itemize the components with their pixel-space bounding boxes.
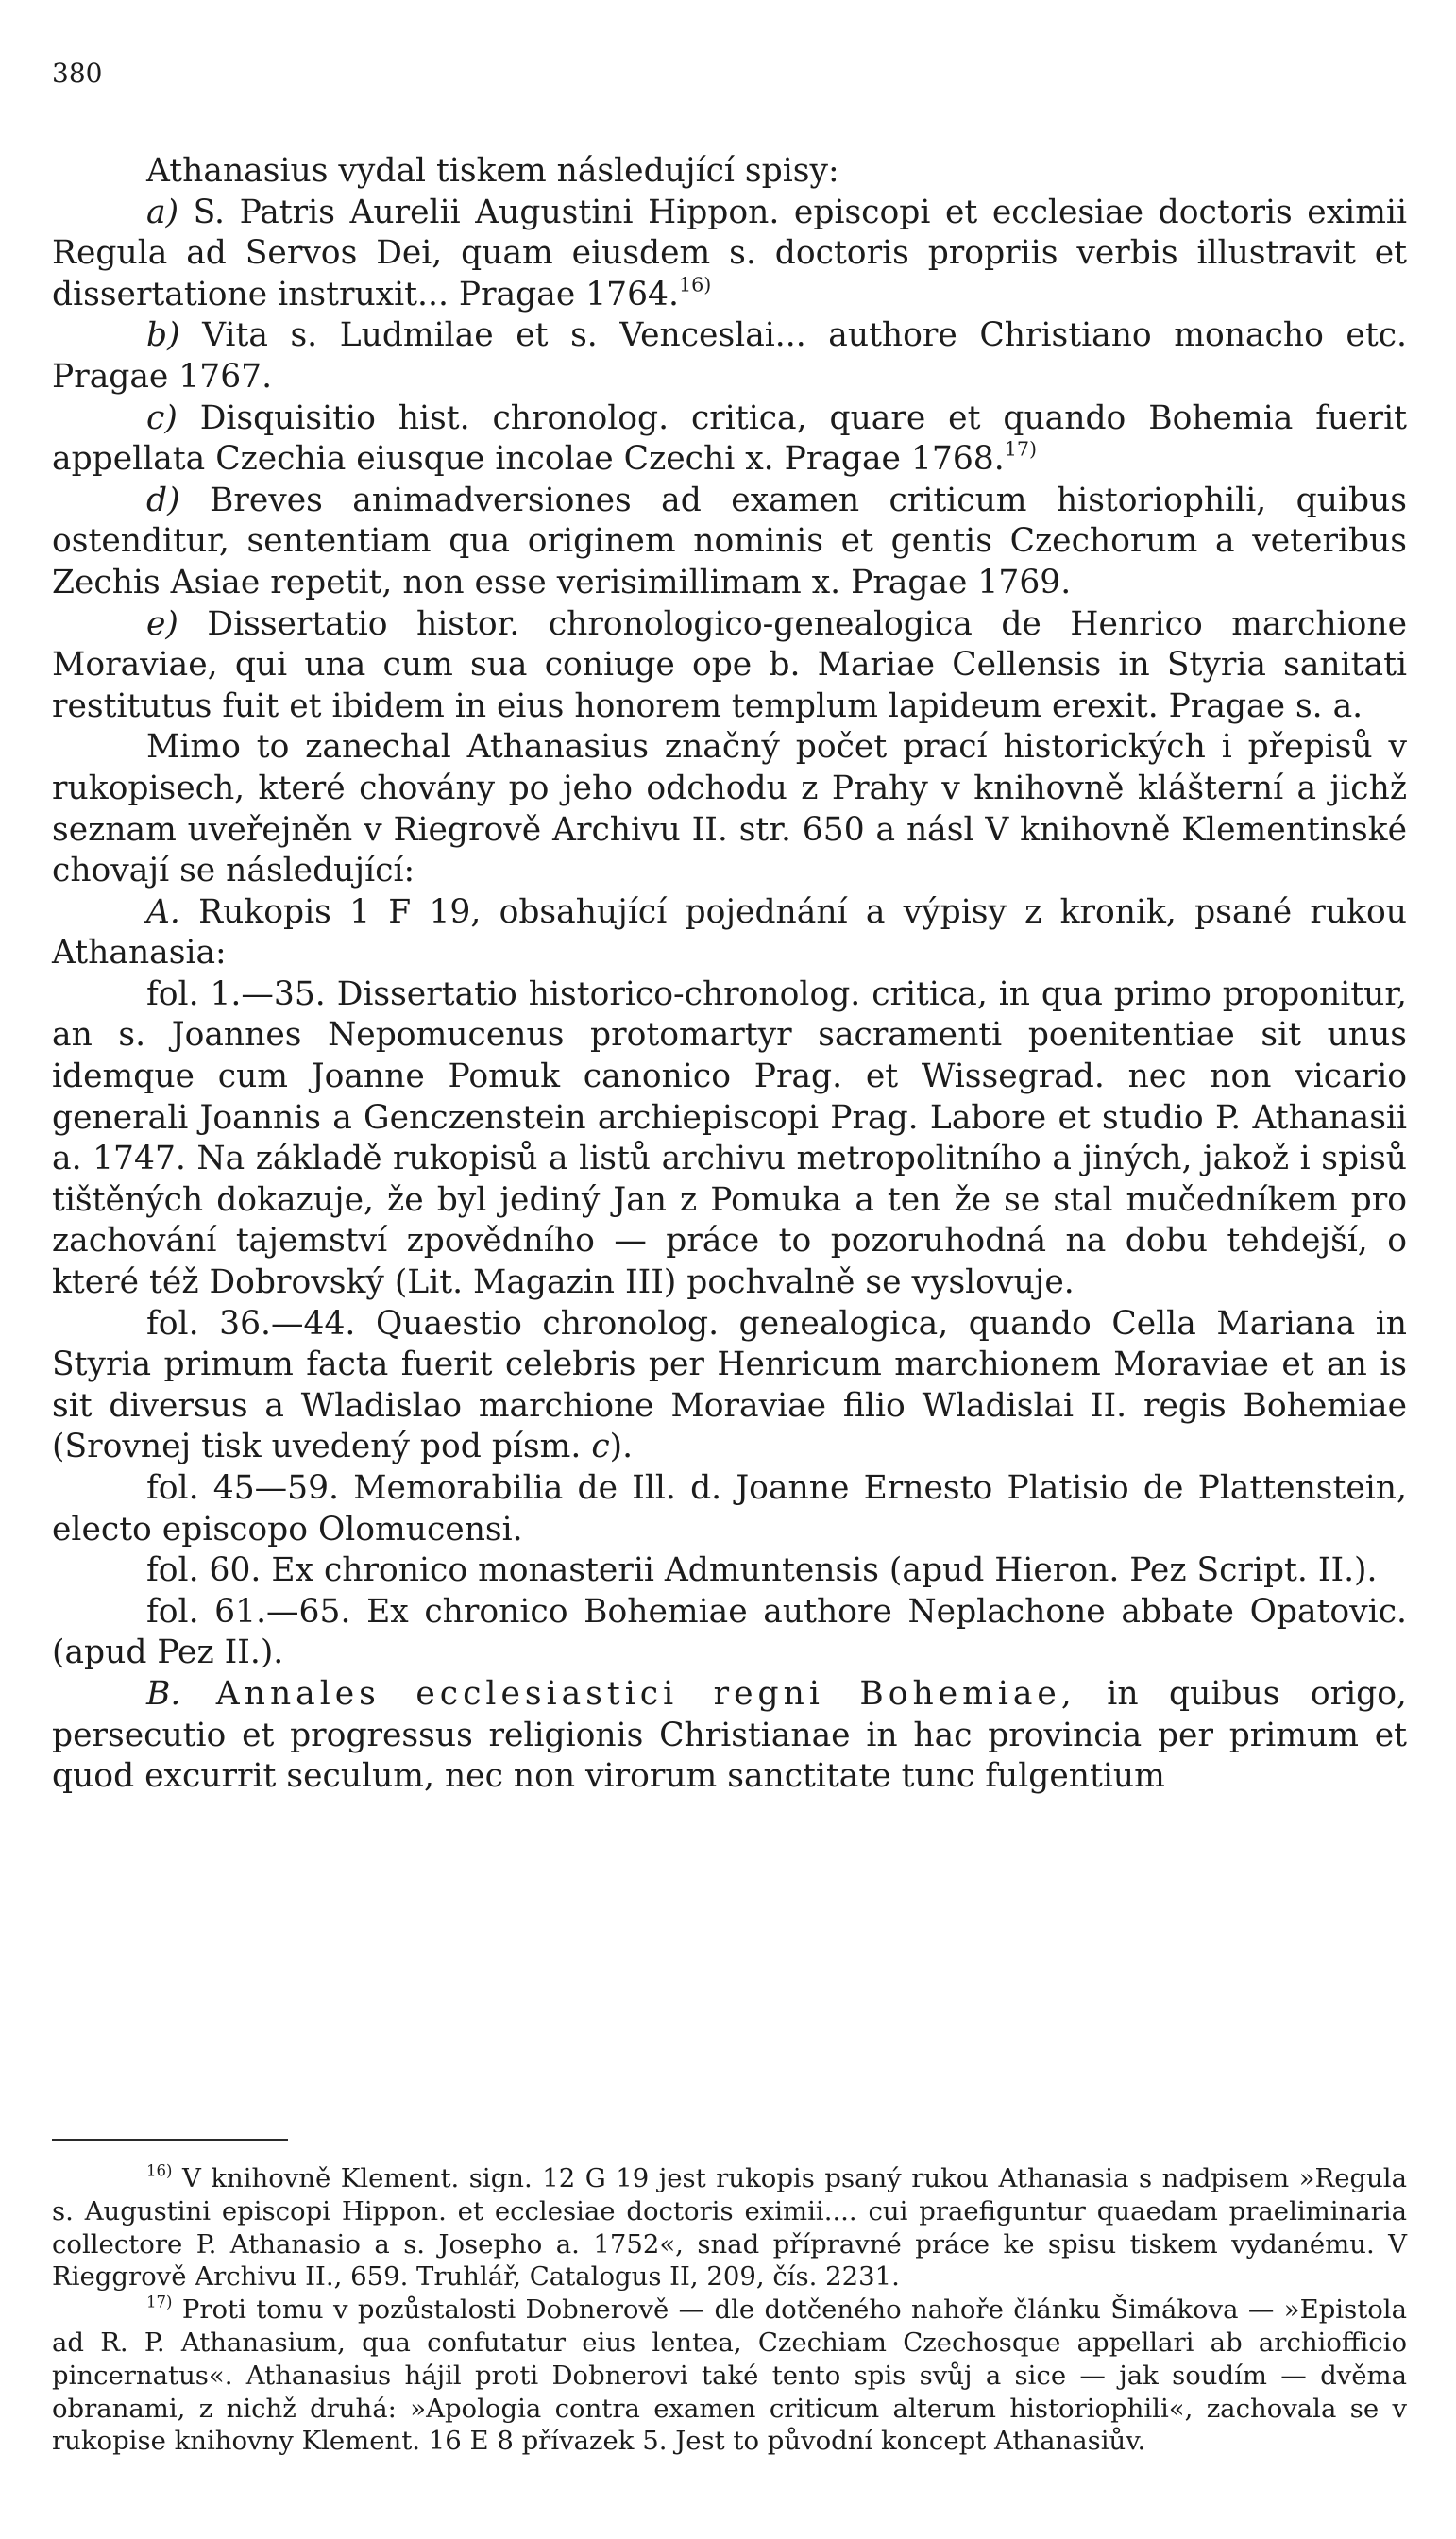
item-text: Disquisitio hist. chronolog. critica, quare et quando Bohemia fuerit appellata Czechia eiusque incolae Czechi x. Pragae 1768. [52, 398, 1407, 479]
item-marker: a) [146, 193, 179, 231]
item-e [52, 604, 1407, 728]
item-marker: B. [146, 1674, 181, 1713]
item-A [52, 892, 1407, 974]
letter-ref: c [591, 1428, 610, 1466]
item-text: in quibus origo, persecutio et progressus religionis Christianae in hac provincia per primum et quod excurrit seculum, nec non virorum sanctitate tunc fulgentium [52, 1674, 1407, 1796]
intro-paragraph [52, 151, 1407, 193]
item-marker: b) [146, 316, 180, 355]
footnote-text: Proti tomu v pozůstalosti Dobnerově — dle dotčeného nahoře článku Šimákova — »Epistola ad R. P. Athanasium, qua confutatur eius lentea, Czechiam Czechosque appellari ab archiofficio pincernatus«. Athanasius hájil proti Dobnerovi také tento spis svůj a sice — jak soudím — dvěma obranami, z nichž druhá: »Apologia contra examen criticum alterum historiophili«, zachovala se v rukopise knihovny Klement. 16 E 8 přívazek 5. Jest to původní koncept Athanasiův. [52, 2294, 1407, 2457]
page-number: 380 [52, 58, 103, 89]
item-a [52, 193, 1407, 316]
item-c [52, 398, 1407, 481]
item-marker: d) [146, 481, 180, 519]
footnote-marker: 16) [146, 2161, 173, 2180]
folio-1-35 [52, 974, 1407, 1304]
paragraph-text: Mimo to zanechal Athanasius značný počet prací historických i přepisů v rukopisech, které chovány po jeho odchodu z Prahy v knihovně klášterní a jichž seznam uveřejněn v Riegrově Archivu II. str. 650 a násl V knihovně Klementinské chovají se následující: [52, 728, 1407, 890]
folio-text: fol. 61.—65. Ex chronico Bohemiae authore Neplachone abbate Opatovic. (apud Pez II.). [52, 1592, 1407, 1672]
footnote-ref: 16) [678, 273, 712, 296]
folio-text: fol. 1.—35. Dissertatio historico-chronolog. critica, in qua primo proponitur, an s. Joannes Nepomucenus protomartyr sacramenti poenitentiae sit unus idemque cum Joanne Pomuk canonico Prag. et Wissegrad. nec non vicario generali Joannis a Genczenstein archiepiscopi Prag. Labore et studio P. Athanasii a. 1747. Na základě rukopisů a listů archivu metropolitního a jiných, jakož i spisů tištěných dokazuje, že byl jediný Jan z Pomuka a ten že se stal mučedníkem pro zachování tajemství zpovědního — práce to pozoruhodná na dobu tehdejší, o které též Dobrovský (Lit. Magazin III) pochvalně se vyslovuje. [52, 974, 1407, 1302]
item-text: Breves animadversiones ad examen criticum historiophili, quibus ostenditur, sententiam qua originem nominis et gentis Czechorum a veteribus Zechis Asiae repetit, non esse verisimillimam x. Pragae 1769. [52, 481, 1407, 601]
footnote-divider [52, 2139, 288, 2141]
footnote-text: V knihovně Klement. sign. 12 G 19 jest rukopis psaný rukou Athanasia s nadpisem »Regula s. Augustini episcopi Hippon. et ecclesiae doctoris eximii.... cui praefiguntur quaedam praeliminaria collectore P. Athanasio a s. Josepho a. 1752«, snad přípravné práce ke spisu tiskem vydanému. V Rieggrově Archivu II., 659. Truhlář, Catalogus II, 209, čís. 2231. [52, 2163, 1407, 2293]
item-text: Rukopis 1 F 19, obsahující pojednání a výpisy z kronik, psané rukou Athanasia: [52, 892, 1407, 973]
main-text [52, 151, 1407, 1798]
item-text: Vita s. Ludmilae et s. Venceslai... authore Christiano monacho etc. Pragae 1767. [52, 316, 1407, 396]
item-marker: c) [146, 398, 178, 437]
item-text: Dissertatio histor. chronologico-genealogica de Henrico marchione Moraviae, qui una cum sua coniuge ope b. Mariae Cellensis in Styria sanitati restitutus fuit et ibidem in eius honorem templum lapideum erexit. Pragae s. a. [52, 604, 1407, 725]
folio-text: fol. 45—59. Memorabilia de Ill. d. Joanne Ernesto Platisio de Plattenstein, electo episcopo Olomucensi. [52, 1469, 1407, 1549]
manuscripts-paragraph [52, 727, 1407, 891]
folio-45-59 [52, 1468, 1407, 1550]
footnote-17 [52, 2294, 1407, 2458]
spaced-title: Annales ecclesiastici regni Bohemiae, [180, 1674, 1076, 1713]
paragraph-text: Athanasius vydal tiskem následující spisy: [146, 152, 839, 190]
folio-text: fol. 60. Ex chronico monasterii Admuntensis (apud Hieron. Pez Script. II.). [146, 1551, 1378, 1590]
item-b [52, 315, 1407, 398]
folio-tail: ). [609, 1428, 634, 1466]
item-marker: A. [146, 892, 180, 931]
footnotes [52, 2162, 1407, 2458]
item-B [52, 1674, 1407, 1798]
folio-text: fol. 36.—44. Quaestio chronolog. genealogica, quando Cella Mariana in Styria primum facta fuerit celebris per Henricum marchionem Moraviae et an is sit diversus a Wladislao marchione Moraviae filio Wladislai II. regis Bohemiae (Srovnej tisk uvedený pod písm. [52, 1304, 1407, 1466]
folio-36-44 [52, 1304, 1407, 1468]
folio-60 [52, 1550, 1407, 1592]
item-d [52, 481, 1407, 604]
item-marker: e) [146, 604, 178, 643]
folio-61-65 [52, 1592, 1407, 1674]
footnote-ref: 17) [1004, 437, 1038, 461]
item-text: S. Patris Aurelii Augustini Hippon. episcopi et ecclesiae doctoris eximii Regula ad Servos Dei, quam eiusdem s. doctoris propriis verbis illustravit et dissertatione instruxit... Pragae 1764. [52, 193, 1407, 313]
footnote-16 [52, 2162, 1407, 2294]
footnote-marker: 17) [146, 2293, 173, 2311]
